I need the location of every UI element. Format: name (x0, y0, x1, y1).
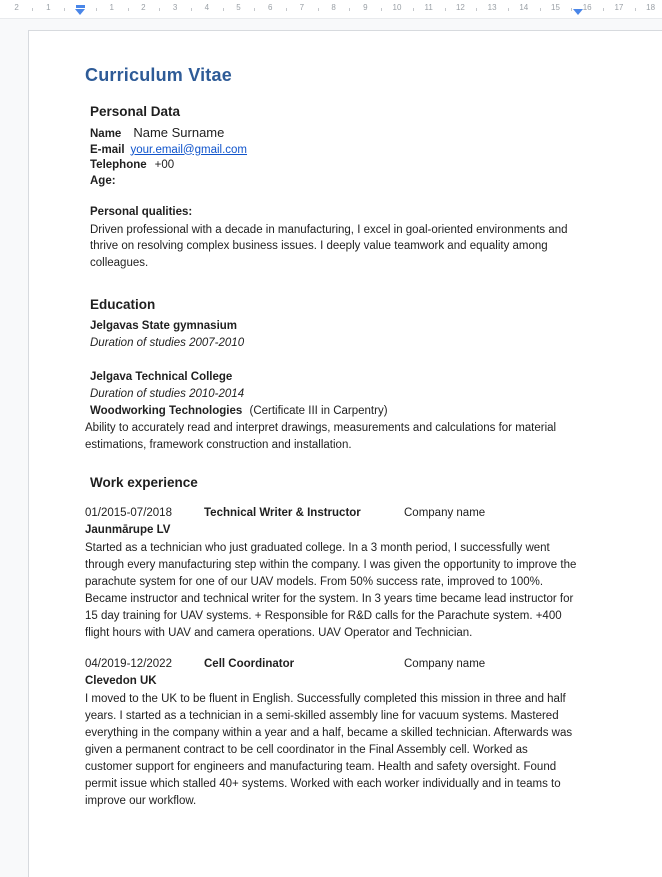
ruler-minor-tick (64, 8, 65, 11)
field-age (90, 174, 578, 190)
personal-qualities-text: Driven professional with a decade in manufacturing, I excel in goal-oriented environments and thrive on resolving complex business issues. I deeply value teamwork and equality among colleagues. (90, 223, 568, 269)
duration-value: 2010-2014 (189, 388, 245, 400)
work-company: Company name (404, 658, 486, 670)
email-label: E-mail (90, 143, 125, 156)
ruler-minor-tick (413, 8, 414, 11)
telephone-value: +00 (154, 159, 175, 171)
education-school: Jelgavas State gymnasium (90, 320, 238, 332)
ruler-number: 13 (487, 3, 497, 12)
work-entry (85, 656, 578, 810)
first-line-indent-marker[interactable] (76, 5, 85, 8)
ruler-minor-tick (254, 8, 255, 11)
work-role: Technical Writer & Instructor (204, 507, 361, 519)
ruler-number: 3 (172, 3, 178, 12)
ruler-number: 11 (424, 3, 433, 12)
ruler-minor-tick (159, 8, 160, 11)
ruler-number: 1 (109, 3, 114, 12)
ruler-number: 2 (141, 3, 146, 12)
ruler-number: 17 (614, 3, 624, 12)
work-entry-header (85, 505, 578, 522)
document-title: Curriculum Vitae (85, 65, 232, 85)
personal-data-heading: Personal Data (90, 104, 181, 119)
work-location: Clevedon UK (85, 675, 157, 687)
work-location: Jaunmārupe LV (85, 524, 171, 536)
ruler-number: 18 (646, 3, 656, 12)
duration-value: 2007-2010 (189, 337, 245, 349)
field-email (90, 143, 578, 159)
work-description: I moved to the UK to be fluent in English. Successfully completed this mission in three and half years. I started as a technician in a semi-skilled assembly line for vacuum systems. Mastered everything in the company within a year and a half, became a skilled technician. Afterwards was given a permanent contract to be cell coordinator in the Final Assembly cell. Worked as customer support for engineers and manufacturing team. Health and safety oversight. Found permit issue which stalled 40+ systems. Worked with each worker individually and in teams to improve our workflow. (85, 693, 573, 807)
horizontal-ruler[interactable] (0, 0, 662, 19)
ruler-number: 6 (267, 3, 273, 12)
name-value: Name Surname (133, 125, 225, 140)
work-experience-heading: Work experience (90, 475, 198, 490)
ruler-number: 16 (582, 3, 592, 12)
ruler-minor-tick (381, 8, 382, 11)
work-entry-header (85, 656, 578, 673)
work-description: Started as a technician who just graduated college. In a 3 month period, I successfully went through every manufacturing step within the company. I was given the opportunity to improve the parachute system for one of our UAV models. From 50% success rate, improved to 100%. Became instructor and technical writer for the system. In 3 years time became lead instructor for 15 day training for UAV systems. + Responsible for R&D calls for the Parachute system. +400 flight hours with UAV and camera operations. UAV Operator and Technician. (85, 542, 577, 639)
ruler-minor-tick (476, 8, 477, 11)
work-period: 01/2015-07/2018 (85, 507, 172, 519)
ruler-minor-tick (540, 8, 541, 11)
right-indent-marker[interactable] (573, 9, 583, 15)
duration-label: Duration of studies (90, 388, 186, 400)
document-page[interactable] (28, 30, 662, 877)
ruler-number: 14 (519, 3, 529, 12)
work-entry (85, 505, 578, 642)
education-duration (90, 335, 578, 352)
section-personal-data (85, 104, 578, 189)
education-entry (85, 369, 578, 453)
qualification-note: (Certificate III in Carpentry) (249, 405, 388, 417)
field-telephone (90, 158, 578, 174)
ruler-number: 2 (14, 3, 19, 12)
ruler-minor-tick (635, 8, 636, 11)
ruler-number: 4 (204, 3, 210, 12)
ruler-number: 7 (299, 3, 305, 12)
work-company: Company name (404, 507, 486, 519)
name-label: Name (90, 128, 122, 140)
ruler-number: 8 (331, 3, 336, 12)
ruler-minor-tick (508, 8, 509, 11)
right-indent-triangle-icon (573, 9, 583, 15)
section-personal-qualities (85, 205, 578, 271)
ruler-number: 12 (455, 3, 465, 12)
ruler-minor-tick (223, 8, 224, 11)
field-name (90, 125, 578, 143)
ruler-minor-tick (96, 8, 97, 11)
ruler-number: 15 (551, 3, 560, 12)
ruler-minor-tick (318, 8, 319, 11)
age-label: Age: (90, 174, 116, 187)
section-education (85, 297, 578, 453)
duration-label: Duration of studies (90, 337, 186, 349)
qualification-name: Woodworking Technologies (90, 405, 243, 417)
ruler-number: 5 (236, 3, 241, 12)
personal-qualities-heading: Personal qualities: (90, 206, 193, 218)
ruler-minor-tick (286, 8, 287, 11)
left-indent-marker[interactable] (75, 5, 85, 15)
ruler-minor-tick (32, 8, 33, 11)
section-work-experience (85, 475, 578, 810)
work-period: 04/2019-12/2022 (85, 658, 172, 670)
ruler-number: 1 (46, 3, 51, 12)
ruler-minor-tick (191, 8, 192, 11)
education-qualification (90, 403, 578, 420)
document-content (29, 31, 662, 810)
work-role: Cell Coordinator (204, 658, 295, 670)
email-link[interactable]: your.email@gmail.com (130, 143, 248, 156)
education-heading: Education (90, 297, 156, 312)
education-entry (90, 318, 578, 352)
left-indent-triangle-icon (75, 9, 85, 15)
ruler-minor-tick (603, 8, 604, 11)
ruler-minor-tick (128, 8, 129, 11)
telephone-label: Telephone (90, 159, 147, 171)
education-description: Ability to accurately read and interpret drawings, measurements and calculations for material estimations, framework construction and installation. (85, 422, 557, 451)
ruler-minor-tick (349, 8, 350, 11)
ruler-number: 10 (392, 3, 402, 12)
ruler-number: 9 (363, 3, 368, 12)
ruler-minor-tick (445, 8, 446, 11)
education-school: Jelgava Technical College (90, 371, 233, 383)
education-duration (90, 386, 578, 403)
